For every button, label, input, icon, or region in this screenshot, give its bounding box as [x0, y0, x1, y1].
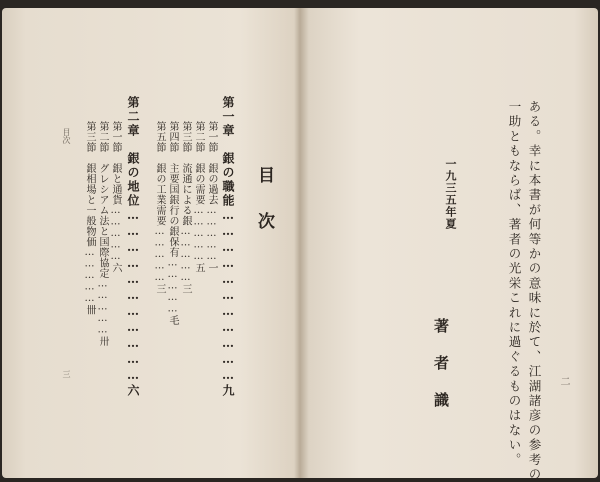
- toc-entry: 第一節 銀の過去……………一: [206, 121, 217, 273]
- toc-entry: 第二節 銀の需要……………五: [193, 121, 204, 273]
- preface-line: ある。幸に本書が何等かの意味に於て、江湖諸彦の参考の: [527, 100, 542, 482]
- page-number: 三: [62, 370, 71, 378]
- toc-title: 目 次: [254, 166, 274, 235]
- author-signature: 著者識: [432, 318, 450, 429]
- running-footer: 目次: [62, 128, 71, 144]
- toc-entry: 第一節 銀と通貨……………六: [110, 121, 121, 273]
- preface-page: [304, 8, 598, 482]
- page-number: 二: [558, 376, 569, 386]
- toc-entry: 第四節 主要国銀行の銀保有……………毛: [167, 121, 178, 326]
- toc-entry: 第五節 銀の工業需要……………三: [154, 121, 165, 294]
- chapter2-heading: 第二章 銀の地位……………………………六: [126, 96, 140, 398]
- chapter1-heading: 第一章 銀の職能……………………………九: [221, 96, 235, 398]
- toc-entry: 第三節 銀相場と一般物価……………卌: [84, 121, 95, 315]
- preface-line: 一助ともならば、著者の光栄これに過ぐるものはない。: [507, 100, 522, 468]
- toc-entry: 第二節 グレシアム法と国際協定……………卅: [97, 121, 108, 347]
- preface-date: 一九三五年夏: [444, 158, 457, 230]
- open-book: [2, 8, 598, 482]
- toc-entry: 第三節 流通による銀……………三: [180, 121, 191, 294]
- toc-page: [2, 8, 300, 478]
